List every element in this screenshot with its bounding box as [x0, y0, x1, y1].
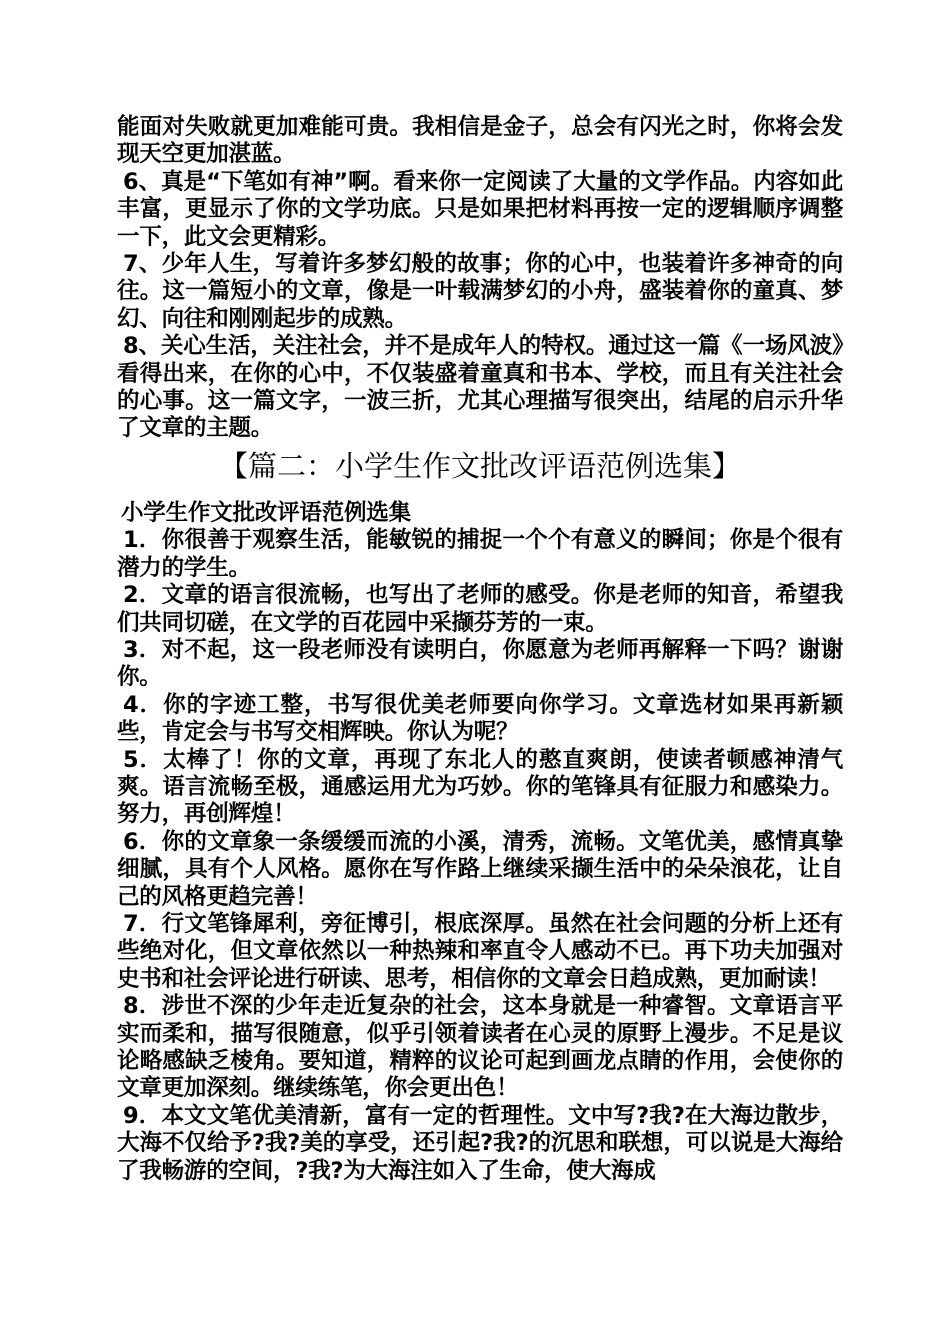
list-item-2: 2．文章的语言很流畅，也写出了老师的感受。你是老师的知音，希望我们共同切磋，在文学的百花园中采撷芬芳的一束。 — [117, 582, 843, 636]
list-item-8: 8．涉世不深的少年走近复杂的社会，这本身就是一种睿智。文章语言平实而柔和，描写很随意，似乎引领着读者在心灵的原野上漫步。不足是议论略感缺乏棱角。要知道，精粹的议论可起到画龙点睛的作用，会使你的文章更加深刻。继续练笔，你会更出色！ — [117, 993, 843, 1102]
list-item-4: 4．你的字迹工整，书写很优美老师要向你学习。文章选材如果再新颖些，肯定会与书写交相辉映。你认为呢？ — [117, 691, 843, 746]
list-item-7: 7．行文笔锋犀利，旁征博引，根底深厚。虽然在社会问题的分析上还有些绝对化，但文章依然以一种热辣和率直令人感动不已。再下功夫加强对史书和社会评论进行研读、思考，相信你的文章会日趋成熟，更加耐读！ — [117, 910, 843, 992]
paragraph-continuation: 能面对失败就更加难能可贵。我相信是金子，总会有闪光之时，你将会发现天空更加湛蓝。 — [117, 114, 843, 168]
section-title: 【篇二：小学生作文批改评语范例选集】 — [218, 448, 741, 483]
paragraph-comment-7: 7、少年人生，写着许多梦幻般的故事；你的心中，也装着许多神奇的向往。这一篇短小的文章，像是一叶载满梦幻的小舟，盛装着你的童真、梦幻、向往和刚刚起步的成熟。 — [117, 251, 843, 332]
paragraph-comment-6: 6、真是“下笔如有神”啊。看来你一定阅读了大量的文学作品。内容如此丰富，更显示了你的文学功底。只是如果把材料再按一定的逻辑顺序调整一下，此文会更精彩。 — [117, 168, 843, 250]
paragraph-comment-8: 8、关心生活，关注社会，并不是成年人的特权。通过这一篇《一场风波》看得出来，在你的心中，不仅装盛着童真和书本、学校，而且有关注社会的心事。这一篇文字，一波三折，尤其心理描写很突出，结尾的启示升华了文章的主题。 — [117, 333, 843, 442]
list-item-1: 1．你很善于观察生活，能敏锐的捕捉一个个有意义的瞬间；你是个很有潜力的学生。 — [117, 527, 843, 581]
section-subtitle: 小学生作文批改评语范例选集 — [121, 499, 411, 526]
list-item-9: 9．本文文笔优美清新，富有一定的哲理性。文中写?我?在大海边散步，大海不仅给予?我?美的享受，还引起?我?的沉思和联想，可以说是大海给了我畅游的空间，?我?为大海注如入了生命，使大海成 — [117, 1102, 843, 1184]
list-item-6: 6．你的文章象一条缓缓而流的小溪，清秀，流畅。文笔优美，感情真挚细腻，具有个人风格。愿你在写作路上继续采撷生活中的朵朵浪花，让自己的风格更趋完善！ — [117, 828, 843, 910]
list-item-5: 5．太棒了！你的文章，再现了东北人的憨直爽朗，使读者顿感神清气爽。语言流畅至极，通感运用尤为巧妙。你的笔锋具有征服力和感染力。努力，再创辉煌！ — [117, 746, 843, 828]
list-item-3: 3．对不起，这一段老师没有读明白，你愿意为老师再解释一下吗？谢谢你。 — [117, 636, 843, 691]
document-body — [117, 114, 843, 1185]
